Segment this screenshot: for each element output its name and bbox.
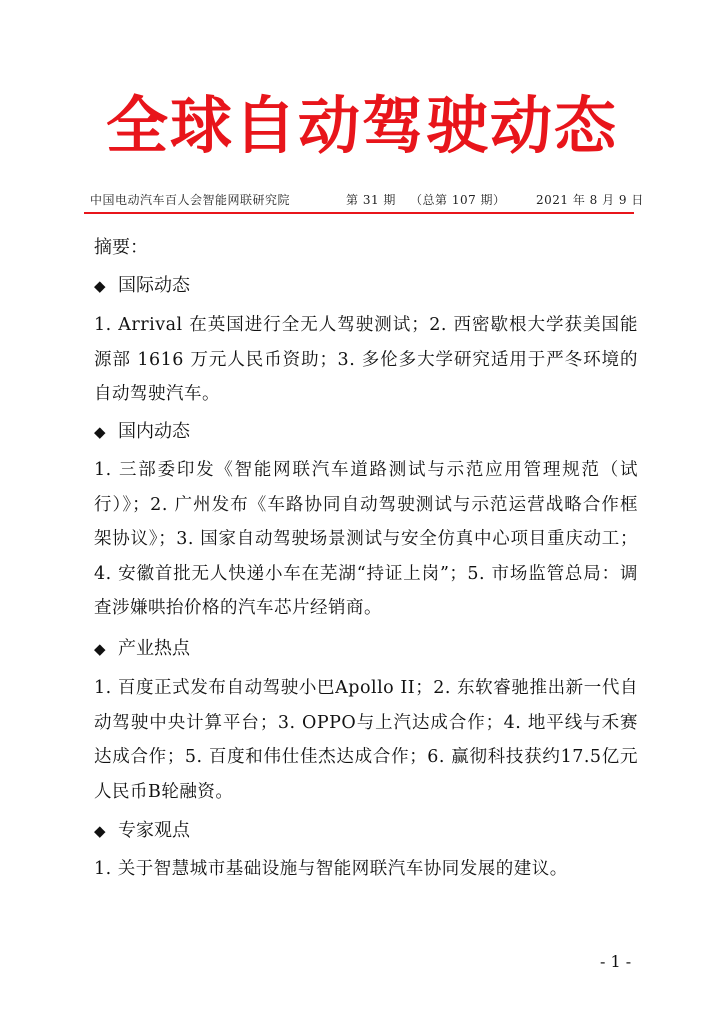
header-divider <box>84 212 634 214</box>
diamond-bullet-icon: ◆ <box>94 640 106 658</box>
section-text-international: 1. Arrival 在英国进行全无人驾驶测试；2. 西密歇根大学获美国能源部 1616 万元人民币资助；3. 多伦多大学研究适用于严冬环境的自动驾驶汽车。 <box>94 315 638 404</box>
bulletin-meta-line <box>90 191 644 209</box>
publish-date: 2021 年 8 月 9 日 <box>536 193 644 207</box>
abstract-label: 摘要： <box>94 237 148 258</box>
page-number: - 1 - <box>600 952 632 971</box>
bulletin-title: 全球自动驾驶动态 <box>105 89 618 162</box>
diamond-bullet-icon: ◆ <box>94 423 106 441</box>
section-heading-industry <box>94 637 190 661</box>
section-heading-label: 产业热点 <box>118 638 190 659</box>
total-issue-number: （总第 107 期） <box>410 193 506 207</box>
section-heading-domestic <box>94 420 190 444</box>
section-heading-label: 国际动态 <box>118 275 190 296</box>
section-text-domestic: 1. 三部委印发《智能网联汽车道路测试与示范应用管理规范（试行）》；2. 广州发布《车路协同自动驾驶测试与示范运营战略合作框架协议》；3. 国家自动驾驶场景测试与安全仿真中心项目重庆动工；4. 安徽首批无人快递小车在芜湖“持证上岗”；5. 市场监管总局：调查涉嫌哄抬价格的汽车芯片经销商。 <box>94 460 638 618</box>
section-heading-label: 专家观点 <box>118 820 190 841</box>
publisher-org: 中国电动汽车百人会智能网联研究院 <box>90 193 291 207</box>
section-heading-label: 国内动态 <box>118 421 190 442</box>
section-text-industry: 1. 百度正式发布自动驾驶小巴Apollo II；2. 东软睿驰推出新一代自动驾驶中央计算平台；3. OPPO与上汽达成合作；4. 地平线与禾赛达成合作；5. 百度和伟仕佳杰达成合作；6. 赢彻科技获约17.5亿元人民币B轮融资。 <box>94 678 638 802</box>
issue-number: 第 31 期 <box>346 193 396 207</box>
diamond-bullet-icon: ◆ <box>94 822 106 840</box>
diamond-bullet-icon: ◆ <box>94 277 106 295</box>
section-heading-expert <box>94 819 190 843</box>
section-heading-international <box>94 274 190 298</box>
section-text-expert: 1. 关于智慧城市基础设施与智能网联汽车协同发展的建议。 <box>94 859 568 879</box>
